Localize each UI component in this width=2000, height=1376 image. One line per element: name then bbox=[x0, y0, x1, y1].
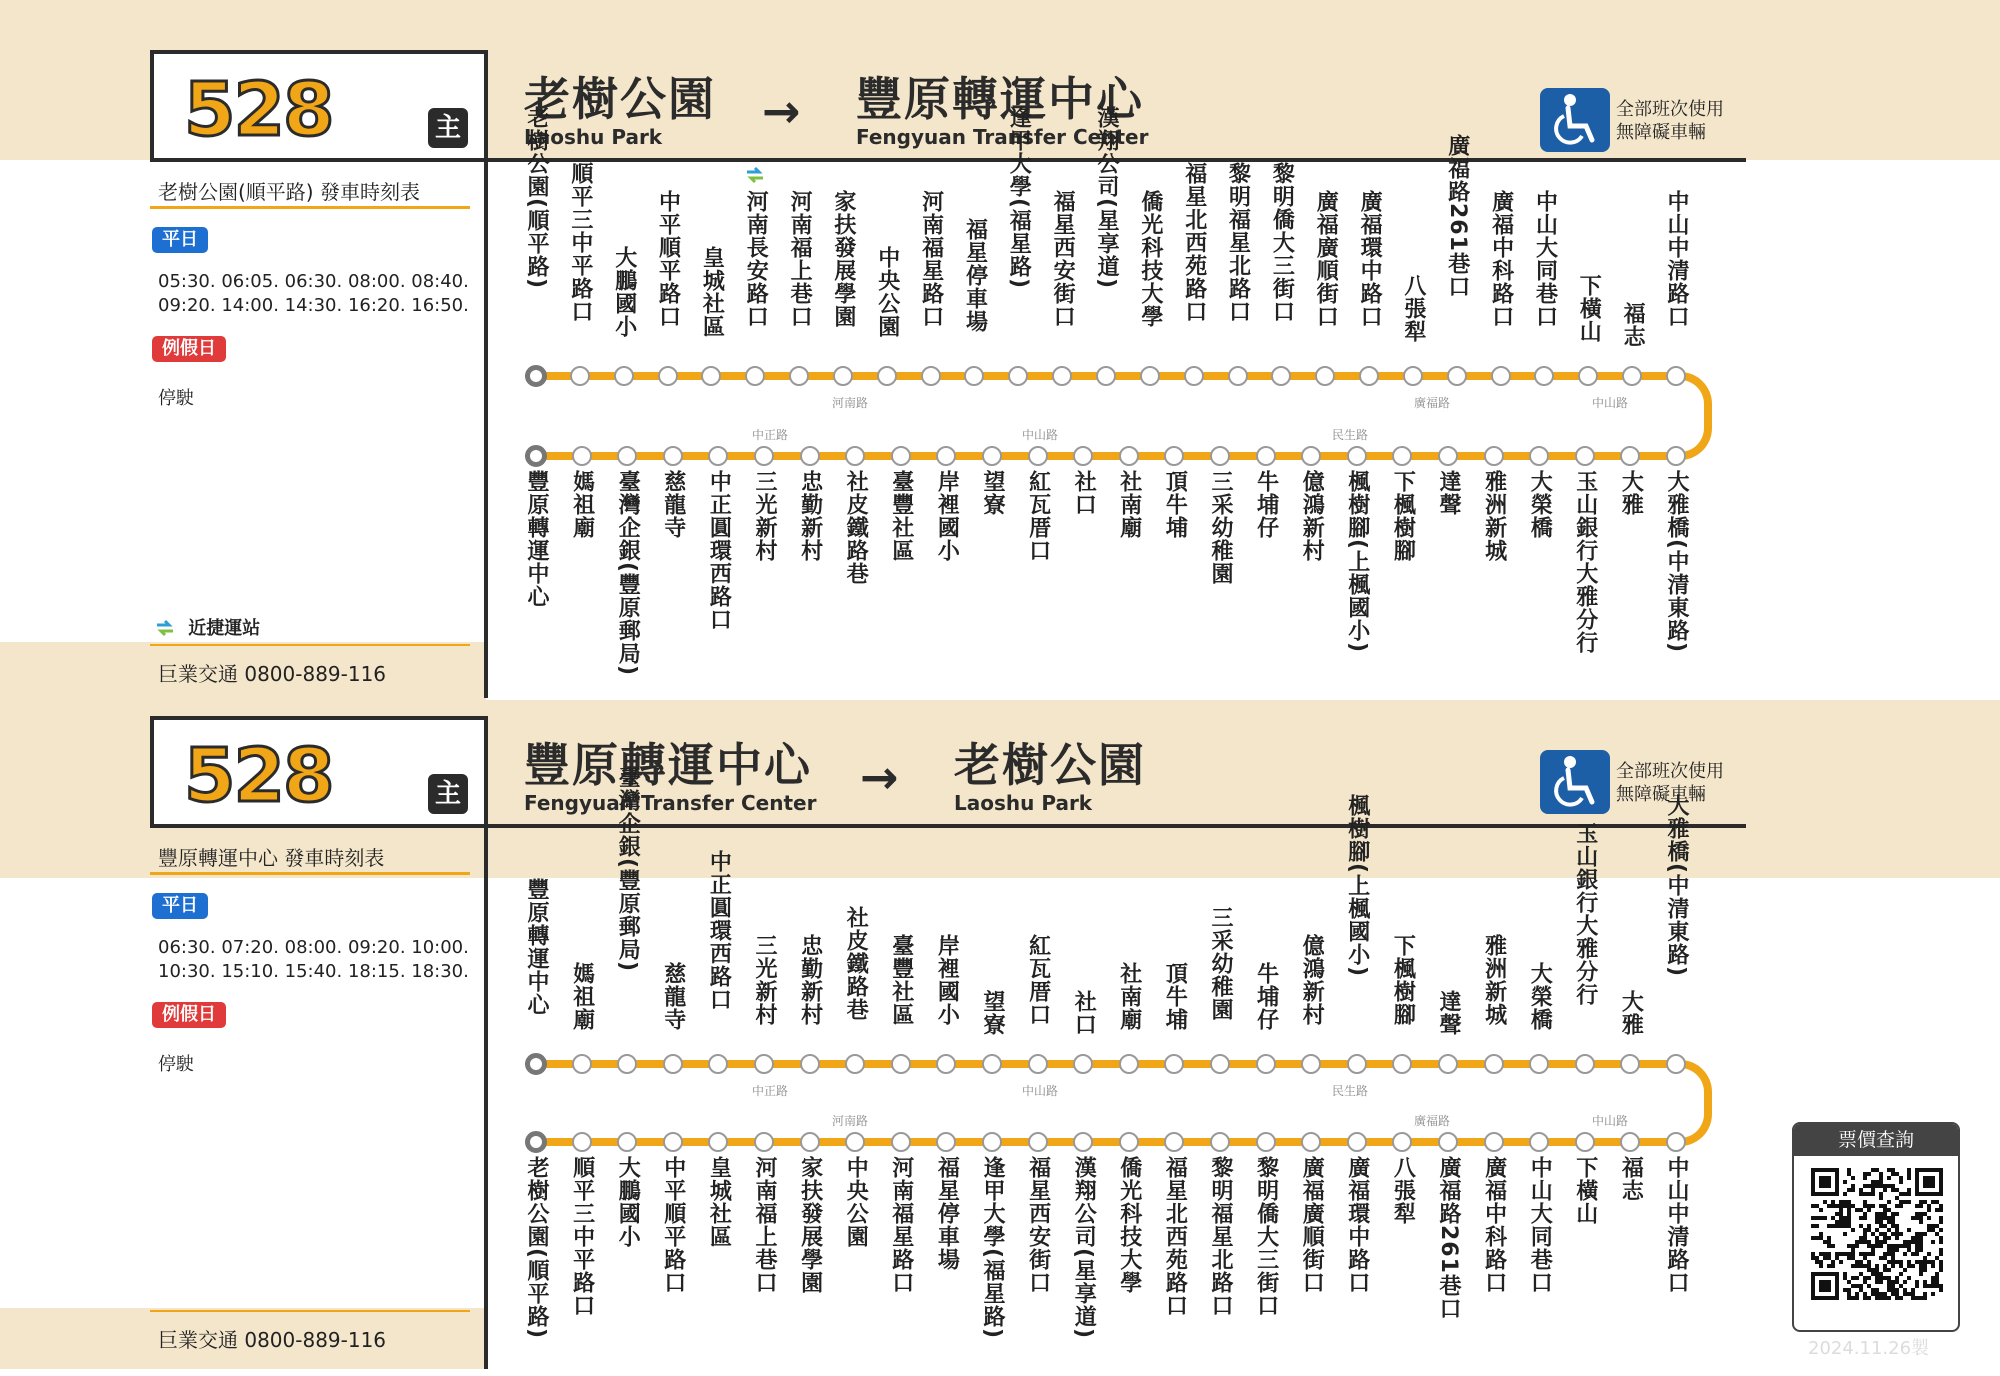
stop-name: 福志 bbox=[1620, 302, 1646, 348]
stop-name: 黎明僑大三街口 bbox=[1269, 162, 1295, 323]
stop-name: 下楓樹腳 bbox=[1390, 470, 1416, 562]
direction-arrow: → bbox=[860, 750, 899, 804]
terminal-stop-marker bbox=[525, 1131, 547, 1153]
stop-name: 皇城社區 bbox=[699, 246, 725, 338]
divider-line bbox=[484, 50, 488, 698]
stop-name: 廣福廣順街口 bbox=[1313, 190, 1339, 328]
destination-name-en: Laoshu Park bbox=[954, 791, 1093, 815]
stop-name: 雅洲新城 bbox=[1481, 934, 1507, 1026]
accessibility-notice bbox=[1540, 88, 1740, 152]
stop-marker bbox=[1575, 1132, 1595, 1152]
title-rule bbox=[150, 206, 470, 209]
stop-marker bbox=[1301, 1132, 1321, 1152]
stop-name: 家扶發展學園 bbox=[830, 190, 856, 328]
road-name: 中正路 bbox=[640, 1082, 900, 1099]
stop-name: 岸裡國小 bbox=[934, 470, 960, 562]
weekday-badge: 平日 bbox=[152, 893, 208, 919]
stop-name: 大雅橋(中清東路) bbox=[1664, 794, 1689, 978]
stop-name: 中山大同巷口 bbox=[1527, 1156, 1553, 1294]
stop-marker bbox=[1620, 1054, 1640, 1074]
stop-name: 媽祖廟 bbox=[569, 962, 595, 1031]
stop-name: 中正圓環西路口 bbox=[706, 850, 732, 1011]
stop-name: 廣福環中路口 bbox=[1344, 1156, 1370, 1294]
stop-name: 牛埔仔 bbox=[1253, 470, 1279, 539]
stop-name: 豐原轉運中心 bbox=[524, 470, 549, 608]
wheelchair-icon bbox=[1540, 88, 1610, 152]
accessibility-line1: 全部班次使用 bbox=[1616, 99, 1724, 120]
stop-name: 中正圓環西路口 bbox=[706, 470, 732, 631]
stop-marker bbox=[1347, 446, 1367, 466]
stop-marker bbox=[754, 1132, 774, 1152]
stop-name: 中山中清路口 bbox=[1664, 190, 1689, 328]
stop-name: 廣福環中路口 bbox=[1357, 190, 1383, 328]
destination-name-zh: 老樹公園 bbox=[954, 738, 1146, 792]
stop-marker bbox=[1301, 446, 1321, 466]
timetable-title: 豐原轉運中心 發車時刻表 bbox=[158, 846, 385, 870]
origin-name-zh: 老樹公園 bbox=[524, 72, 716, 126]
stop-name: 社皮鐵路巷 bbox=[843, 906, 869, 1021]
stop-name: 八張犁 bbox=[1390, 1156, 1416, 1225]
stop-marker bbox=[1529, 1054, 1549, 1074]
stop-marker bbox=[982, 1054, 1002, 1074]
stop-name: 臺豐社區 bbox=[888, 934, 914, 1026]
made-date: 2024.11.26製 bbox=[1808, 1338, 1930, 1359]
timetable-panel-outbound bbox=[0, 50, 2000, 710]
route-number-box bbox=[150, 716, 488, 828]
stop-name: 岸裡國小 bbox=[934, 934, 960, 1026]
stop-name: 三光新村 bbox=[752, 934, 777, 1026]
stop-name: 河南福星路口 bbox=[918, 190, 944, 328]
stop-name: 社南廟 bbox=[1116, 962, 1142, 1031]
road-name: 河南路 bbox=[760, 1112, 940, 1129]
stop-name: 河南福星路口 bbox=[888, 1156, 914, 1294]
stop-name: 中山中清路口 bbox=[1664, 1156, 1689, 1294]
mrt-legend bbox=[154, 614, 260, 640]
stop-name: 大雅 bbox=[1618, 470, 1644, 516]
stop-marker bbox=[1392, 1132, 1412, 1152]
weekday-times bbox=[158, 936, 469, 984]
accessibility-line2: 無障礙車輛 bbox=[1616, 122, 1706, 143]
stop-marker bbox=[663, 1132, 683, 1152]
stop-marker bbox=[845, 1054, 865, 1074]
title-rule bbox=[150, 872, 470, 875]
weekday-times-line2: 09:20. 14:00. 14:30. 16:20. 16:50. bbox=[158, 295, 469, 316]
stop-name: 漢翔公司(星享道) bbox=[1071, 1156, 1097, 1340]
stop-marker bbox=[1666, 446, 1686, 466]
stop-name: 大榮橋 bbox=[1527, 470, 1553, 539]
stop-name: 臺灣企銀(豐原郵局) bbox=[615, 766, 641, 973]
stop-marker bbox=[982, 1132, 1002, 1152]
stop-name: 臺豐社區 bbox=[888, 470, 914, 562]
accessibility-line2: 無障礙車輛 bbox=[1616, 784, 1706, 805]
stop-marker bbox=[1620, 446, 1640, 466]
stop-name: 玉山銀行大雅分行 bbox=[1572, 822, 1598, 1006]
stop-marker bbox=[800, 1132, 820, 1152]
stop-marker bbox=[891, 1054, 911, 1074]
stop-marker bbox=[1210, 446, 1230, 466]
stop-name: 中平順平路口 bbox=[660, 1156, 686, 1294]
weekday-times-line1: 05:30. 06:05. 06:30. 08:00. 08:40. bbox=[158, 271, 469, 292]
road-name: 中正路 bbox=[640, 426, 900, 443]
stop-name: 福星停車場 bbox=[934, 1156, 960, 1271]
stop-marker bbox=[936, 446, 956, 466]
wheelchair-icon bbox=[1540, 750, 1610, 814]
road-name: 中山路 bbox=[960, 426, 1120, 443]
stop-marker bbox=[663, 446, 683, 466]
stop-name: 河南長安路口 bbox=[743, 190, 769, 328]
stop-name: 慈龍寺 bbox=[660, 962, 686, 1031]
road-name: 中山路 bbox=[1536, 394, 1684, 411]
route-number: 528 bbox=[184, 733, 333, 819]
qr-code-icon[interactable] bbox=[1811, 1168, 1943, 1300]
route-track-lower bbox=[536, 1138, 1676, 1146]
stop-name: 頂牛埔 bbox=[1162, 962, 1188, 1031]
stop-name: 下楓樹腳 bbox=[1390, 934, 1416, 1026]
stop-marker bbox=[964, 366, 984, 386]
stop-name: 福星西安街口 bbox=[1025, 1156, 1051, 1294]
stop-marker bbox=[572, 446, 592, 466]
stop-name: 廣福路261巷口 bbox=[1436, 1156, 1461, 1320]
stop-marker bbox=[754, 446, 774, 466]
stop-marker bbox=[1008, 366, 1028, 386]
stop-marker bbox=[617, 446, 637, 466]
stop-name: 三光新村 bbox=[752, 470, 777, 562]
stop-marker bbox=[891, 446, 911, 466]
stop-name: 社口 bbox=[1071, 990, 1097, 1036]
origin-name-zh: 豐原轉運中心 bbox=[524, 738, 812, 792]
stop-name: 廣福路261巷口 bbox=[1444, 134, 1470, 298]
stop-marker bbox=[800, 1054, 820, 1074]
stop-name: 福星北西苑路口 bbox=[1181, 162, 1207, 323]
stop-marker bbox=[1164, 1054, 1184, 1074]
stop-marker bbox=[1256, 446, 1276, 466]
stop-name: 順平三中平路口 bbox=[569, 1156, 595, 1317]
stop-name: 大鵬國小 bbox=[611, 246, 637, 338]
road-name: 中山路 bbox=[1536, 1112, 1684, 1129]
stop-marker bbox=[1534, 366, 1554, 386]
stop-marker bbox=[1666, 1054, 1686, 1074]
stop-marker bbox=[936, 1132, 956, 1152]
stop-marker bbox=[1119, 1132, 1139, 1152]
origin bbox=[524, 72, 716, 148]
stop-name: 望寮 bbox=[980, 470, 1005, 516]
road-name: 廣福路 bbox=[1352, 394, 1512, 411]
stop-marker bbox=[1028, 1132, 1048, 1152]
stop-name: 大雅橋(中清東路) bbox=[1664, 470, 1689, 654]
stop-name: 黎明福星北路口 bbox=[1208, 1156, 1233, 1317]
stop-name: 家扶發展學園 bbox=[797, 1156, 823, 1294]
holiday-note: 停駛 bbox=[158, 1054, 194, 1075]
stop-marker bbox=[570, 366, 590, 386]
stop-name: 望寮 bbox=[980, 990, 1005, 1036]
road-name: 中山路 bbox=[960, 1082, 1120, 1099]
stop-name: 福志 bbox=[1618, 1156, 1644, 1202]
stop-marker bbox=[1529, 1132, 1549, 1152]
stop-name: 廣福中科路口 bbox=[1488, 190, 1514, 328]
terminal-stop-marker bbox=[525, 1053, 547, 1075]
stop-name: 黎明福星北路口 bbox=[1225, 162, 1251, 323]
stop-name: 紅瓦厝口 bbox=[1025, 470, 1051, 562]
stop-marker bbox=[1666, 366, 1686, 386]
direction-arrow: → bbox=[762, 84, 801, 138]
stop-name: 福星西安街口 bbox=[1050, 190, 1076, 328]
stop-marker bbox=[1028, 446, 1048, 466]
stop-name: 老樹公園(順平路) bbox=[524, 106, 549, 290]
stop-name: 臺灣企銀(豐原郵局) bbox=[615, 470, 641, 677]
stop-marker bbox=[1447, 366, 1467, 386]
stop-name: 達聲 bbox=[1436, 470, 1461, 516]
stop-name: 中山大同巷口 bbox=[1532, 190, 1558, 328]
stop-name: 廣福廣順街口 bbox=[1299, 1156, 1325, 1294]
stop-marker bbox=[1073, 1132, 1093, 1152]
stop-name: 漢翔公司(星享道) bbox=[1094, 106, 1119, 290]
stop-marker bbox=[1578, 366, 1598, 386]
stop-name: 頂牛埔 bbox=[1162, 470, 1188, 539]
stop-marker bbox=[1301, 1054, 1321, 1074]
stop-name: 中平順平路口 bbox=[655, 190, 681, 328]
fare-query-title: 票價查詢 bbox=[1794, 1124, 1958, 1156]
fare-query-box[interactable] bbox=[1792, 1122, 1960, 1332]
stop-marker bbox=[845, 446, 865, 466]
stop-marker bbox=[614, 366, 634, 386]
stop-marker bbox=[1392, 1054, 1412, 1074]
stop-marker bbox=[663, 1054, 683, 1074]
stop-name: 大榮橋 bbox=[1527, 962, 1553, 1031]
stop-marker bbox=[701, 366, 721, 386]
stop-marker bbox=[789, 366, 809, 386]
destination bbox=[954, 738, 1146, 814]
stop-name: 達聲 bbox=[1436, 990, 1461, 1036]
accessibility-notice bbox=[1540, 750, 1740, 814]
stop-marker bbox=[1315, 366, 1335, 386]
weekday-times bbox=[158, 270, 469, 318]
stop-marker bbox=[1666, 1132, 1686, 1152]
stop-name: 楓樹腳(上楓國小) bbox=[1344, 794, 1370, 978]
stop-marker bbox=[1073, 1054, 1093, 1074]
mrt-icon bbox=[154, 619, 176, 637]
origin-name-en: Laoshu Park bbox=[524, 125, 663, 149]
weekday-times-line1: 06:30. 07:20. 08:00. 09:20. 10:00. bbox=[158, 937, 469, 958]
stop-marker bbox=[1096, 366, 1116, 386]
stop-marker bbox=[1438, 1132, 1458, 1152]
stop-name: 八張犁 bbox=[1400, 274, 1426, 343]
stop-name: 中央公園 bbox=[874, 246, 900, 338]
stop-marker bbox=[1622, 366, 1642, 386]
route-track-upper bbox=[536, 1060, 1676, 1068]
stop-name: 紅瓦厝口 bbox=[1025, 934, 1051, 1026]
stop-marker bbox=[1484, 446, 1504, 466]
route-number: 528 bbox=[184, 67, 333, 153]
stop-name: 楓樹腳(上楓國小) bbox=[1344, 470, 1370, 654]
stop-name: 逢甲大學(福星路) bbox=[1006, 106, 1032, 290]
stop-name: 雅洲新城 bbox=[1481, 470, 1507, 562]
stop-marker bbox=[1119, 1054, 1139, 1074]
stop-marker bbox=[1392, 446, 1412, 466]
stop-marker bbox=[877, 366, 897, 386]
stop-marker bbox=[572, 1132, 592, 1152]
mrt-icon bbox=[744, 166, 766, 186]
stop-marker bbox=[800, 446, 820, 466]
stop-marker bbox=[1140, 366, 1160, 386]
stop-name: 億鴻新村 bbox=[1299, 934, 1325, 1026]
holiday-note: 停駛 bbox=[158, 388, 194, 409]
stop-marker bbox=[1164, 1132, 1184, 1152]
company-info: 巨業交通 0800-889-116 bbox=[158, 1328, 387, 1352]
weekday-times-line2: 10:30. 15:10. 15:40. 18:15. 18:30. bbox=[158, 961, 469, 982]
stop-marker bbox=[1073, 446, 1093, 466]
stop-marker bbox=[982, 446, 1002, 466]
road-name: 廣福路 bbox=[1352, 1112, 1512, 1129]
route-number-box bbox=[150, 50, 488, 162]
stop-name: 廣福中科路口 bbox=[1481, 1156, 1507, 1294]
stop-name: 中央公園 bbox=[843, 1156, 869, 1248]
stop-name: 下橫山 bbox=[1572, 1156, 1598, 1225]
route-main-tag: 主 bbox=[428, 108, 468, 148]
destination-name-zh: 豐原轉運中心 bbox=[856, 72, 1144, 126]
stop-marker bbox=[1028, 1054, 1048, 1074]
stop-marker bbox=[1620, 1132, 1640, 1152]
road-name: 民生路 bbox=[1120, 426, 1580, 443]
holiday-badge: 例假日 bbox=[152, 336, 226, 362]
company-rule bbox=[150, 1310, 470, 1312]
stop-marker bbox=[833, 366, 853, 386]
route-track-lower bbox=[536, 452, 1676, 460]
timetable-title: 老樹公園(順平路) 發車時刻表 bbox=[158, 180, 420, 204]
stop-marker bbox=[1347, 1132, 1367, 1152]
stop-marker bbox=[1210, 1054, 1230, 1074]
stop-marker bbox=[1228, 366, 1248, 386]
stop-name: 大鵬國小 bbox=[615, 1156, 641, 1248]
stop-marker bbox=[921, 366, 941, 386]
weekday-badge: 平日 bbox=[152, 227, 208, 253]
mrt-legend-text: 近捷運站 bbox=[188, 618, 261, 639]
stop-name: 豐原轉運中心 bbox=[524, 878, 549, 1016]
stop-marker bbox=[1184, 366, 1204, 386]
origin bbox=[524, 738, 816, 814]
stop-marker bbox=[1529, 446, 1549, 466]
stop-marker bbox=[1491, 366, 1511, 386]
timetable-panel-return bbox=[0, 716, 2000, 1376]
stop-marker bbox=[708, 446, 728, 466]
stop-marker bbox=[845, 1132, 865, 1152]
stop-marker bbox=[617, 1132, 637, 1152]
stop-name: 忠勤新村 bbox=[797, 470, 823, 562]
stop-marker bbox=[1438, 1054, 1458, 1074]
stop-marker bbox=[658, 366, 678, 386]
stop-marker bbox=[936, 1054, 956, 1074]
stop-marker bbox=[708, 1132, 728, 1152]
route-main-tag: 主 bbox=[428, 774, 468, 814]
stop-marker bbox=[1271, 366, 1291, 386]
stop-name: 福星北西苑路口 bbox=[1162, 1156, 1188, 1317]
accessibility-line1: 全部班次使用 bbox=[1616, 761, 1724, 782]
stop-name: 順平三中平路口 bbox=[567, 162, 593, 323]
stop-marker bbox=[1052, 366, 1072, 386]
stop-name: 河南福上巷口 bbox=[752, 1156, 777, 1294]
stop-marker bbox=[1403, 366, 1423, 386]
stop-marker bbox=[1484, 1054, 1504, 1074]
stop-name: 牛埔仔 bbox=[1253, 962, 1279, 1031]
destination-name-en: Fengyuan Transfer Center bbox=[856, 125, 1149, 149]
stop-name: 社口 bbox=[1071, 470, 1097, 516]
stop-name: 社南廟 bbox=[1116, 470, 1142, 539]
stop-name: 玉山銀行大雅分行 bbox=[1572, 470, 1598, 654]
stop-name: 僑光科技大學 bbox=[1137, 190, 1163, 328]
stop-marker bbox=[1575, 446, 1595, 466]
stop-name: 逢甲大學(福星路) bbox=[980, 1156, 1005, 1340]
stop-name: 億鴻新村 bbox=[1299, 470, 1325, 562]
stop-marker bbox=[745, 366, 765, 386]
holiday-badge: 例假日 bbox=[152, 1002, 226, 1028]
stop-name: 慈龍寺 bbox=[660, 470, 686, 539]
stop-name: 下橫山 bbox=[1576, 274, 1602, 343]
company-info: 巨業交通 0800-889-116 bbox=[158, 662, 387, 686]
accessibility-text bbox=[1616, 98, 1724, 144]
stop-name: 三采幼稚園 bbox=[1208, 470, 1233, 585]
stop-marker bbox=[754, 1054, 774, 1074]
stop-name: 忠勤新村 bbox=[797, 934, 823, 1026]
stop-name: 媽祖廟 bbox=[569, 470, 595, 539]
stop-marker bbox=[1438, 446, 1458, 466]
stop-marker bbox=[1164, 446, 1184, 466]
stop-marker bbox=[1359, 366, 1379, 386]
stop-name: 社皮鐵路巷 bbox=[843, 470, 869, 585]
stop-name: 皇城社區 bbox=[706, 1156, 732, 1248]
stop-name: 福星停車場 bbox=[962, 218, 988, 333]
stop-marker bbox=[708, 1054, 728, 1074]
header-rule bbox=[488, 824, 1746, 828]
stop-name: 河南福上巷口 bbox=[787, 190, 813, 328]
stop-marker bbox=[617, 1054, 637, 1074]
origin-name-en: Fengyuan Transfer Center bbox=[524, 791, 817, 815]
stop-name: 三采幼稚園 bbox=[1208, 906, 1233, 1021]
stop-name: 黎明僑大三街口 bbox=[1253, 1156, 1279, 1317]
terminal-stop-marker bbox=[525, 445, 547, 467]
stop-marker bbox=[1347, 1054, 1367, 1074]
stop-marker bbox=[1575, 1054, 1595, 1074]
stop-marker bbox=[1119, 446, 1139, 466]
divider-line bbox=[484, 716, 488, 1369]
stop-marker bbox=[891, 1132, 911, 1152]
stop-marker bbox=[1210, 1132, 1230, 1152]
stop-name: 老樹公園(順平路) bbox=[524, 1156, 549, 1340]
terminal-stop-marker bbox=[525, 365, 547, 387]
stop-name: 僑光科技大學 bbox=[1116, 1156, 1142, 1294]
stop-marker bbox=[1484, 1132, 1504, 1152]
road-name: 民生路 bbox=[1120, 1082, 1580, 1099]
stop-name: 大雅 bbox=[1618, 990, 1644, 1036]
stop-marker bbox=[1256, 1054, 1276, 1074]
company-rule bbox=[150, 644, 470, 646]
stop-marker bbox=[572, 1054, 592, 1074]
road-name: 河南路 bbox=[760, 394, 940, 411]
stop-marker bbox=[1256, 1132, 1276, 1152]
